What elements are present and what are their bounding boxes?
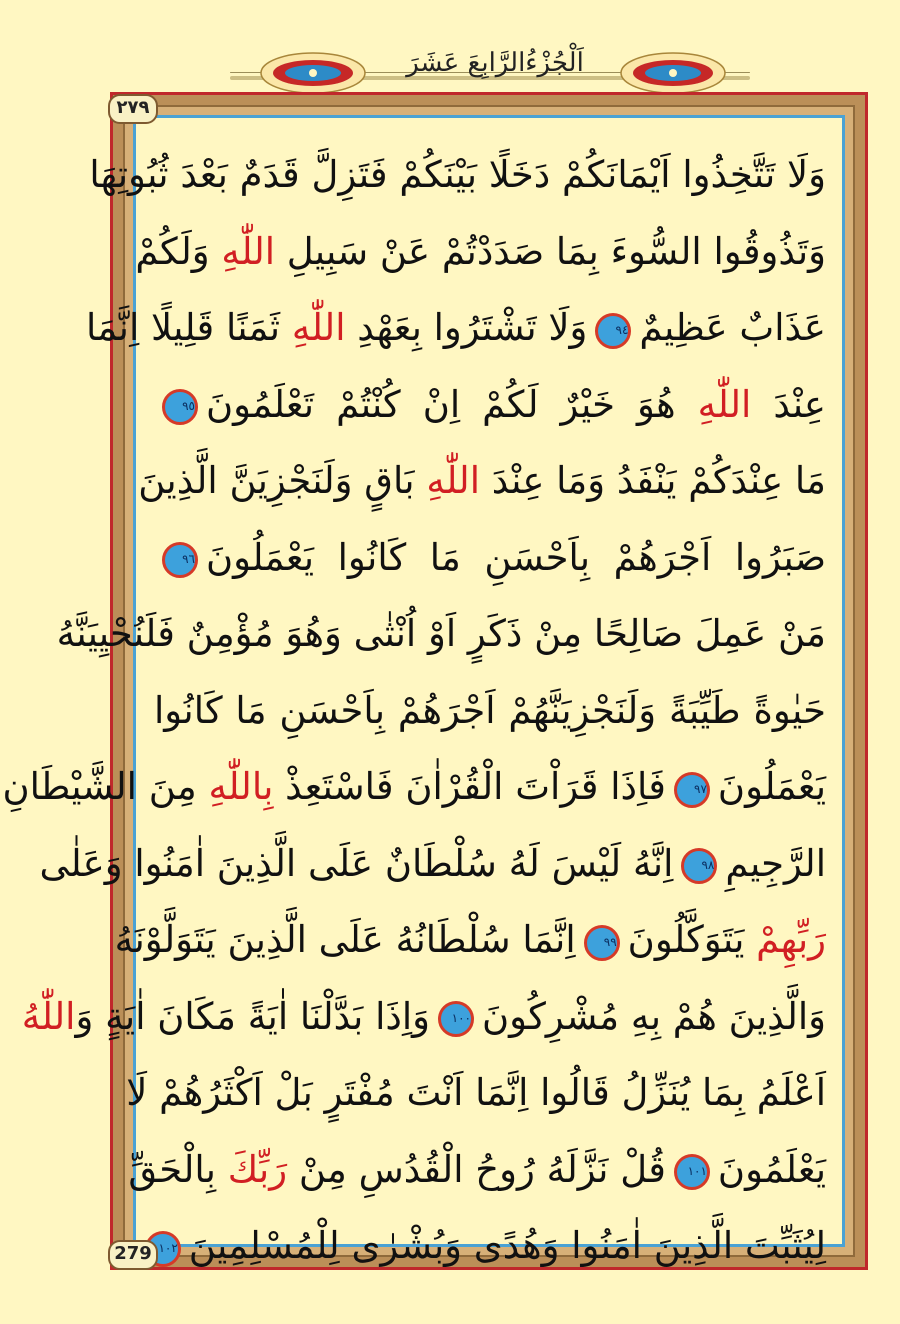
verse-text: هُوَ خَيْرٌ لَكُمْ اِنْ كُنْتُمْ تَعْلَمُونَ (206, 382, 698, 426)
page-number-bottom: 279 (108, 1240, 158, 1270)
verse-line (154, 370, 826, 440)
verse-text: يَعْمَلُونَ (717, 765, 826, 808)
verse-text: مَا عِنْدَكُمْ يَنْفَدُ وَمَا عِنْدَ (479, 459, 826, 502)
verse-text: وَلَا تَتَّخِذُوا اَيْمَانَكُمْ دَخَلًا بَيْنَكُمْ فَتَزِلَّ قَدَمٌ بَعْدَ ثُبُوتِهَا (89, 153, 826, 196)
verse-text: وَلَكُمْ (135, 229, 222, 273)
divine-name-text: بِاللّٰهِ (208, 765, 274, 808)
verse-text: حَيٰوةً طَيِّبَةً وَلَنَجْزِيَنَّهُمْ اَجْرَهُمْ بِاَحْسَنِ مَا كَانُوا (154, 688, 826, 732)
ayah-number-marker: ١٠١ (674, 1154, 710, 1190)
divine-name-text: اللّٰهِ (221, 229, 276, 273)
page-frame (2, 92, 868, 1270)
ayah-number-marker: ٩٧ (674, 772, 710, 808)
verse-line (21, 982, 826, 1052)
verse-text: اِنَّهُ لَيْسَ لَهُ سُلْطَانٌ عَلَى الَّذِينَ اٰمَنُوا وَعَلٰى (39, 841, 674, 885)
page-number-top: ٢٧٩ (108, 94, 158, 124)
verse-line (86, 293, 826, 363)
verse-text: صَبَرُوا اَجْرَهُمْ بِاَحْسَنِ مَا كَانُوا يَعْمَلُونَ (206, 535, 826, 579)
verse-line (114, 905, 826, 975)
divine-name-text: اللّٰهُ (21, 994, 76, 1038)
ayah-number-marker: ١٠٢ (145, 1231, 181, 1267)
verse-text: ثَمَنًا قَلِيلًا اِنَّمَا (86, 306, 292, 349)
verse-line (135, 217, 826, 287)
ayah-number-marker: ٩٤ (595, 313, 631, 349)
ornament-left-icon (258, 50, 368, 96)
verse-text: فَاِذَا قَرَاْتَ الْقُرْاٰنَ فَاسْتَعِذْ (273, 765, 666, 808)
verse-text: لِيُثَبِّتَ الَّذِينَ اٰمَنُوا وَهُدًى وَبُشْرٰى لِلْمُسْلِمِينَ (188, 1224, 826, 1267)
ayah-number-marker: ٩٦ (162, 542, 198, 578)
divine-name-text: اللّٰهِ (291, 306, 346, 349)
verse-text: يَتَوَكَّلُونَ (627, 918, 757, 961)
verse-line (126, 1058, 826, 1128)
verse-line (154, 1211, 826, 1281)
ornament-right-icon (618, 50, 728, 96)
divine-name-text: اللّٰهِ (426, 459, 480, 502)
verse-text: وَلَا تَشْتَرُوا بِعَهْدِ (345, 306, 588, 349)
verse-line (56, 599, 826, 669)
verse-line (154, 676, 826, 746)
divine-name-text: رَبِّكَ (227, 1147, 288, 1191)
verse-line (128, 1135, 826, 1205)
verse-text: يَعْلَمُونَ (717, 1147, 826, 1191)
verse-text: اِنَّمَا سُلْطَانُهُ عَلَى الَّذِينَ يَتَوَلَّوْنَهُ (114, 918, 576, 961)
verse-line (2, 752, 826, 822)
verse-text: اَعْلَمُ بِمَا يُنَزِّلُ قَالُوا اِنَّمَا اَنْتَ مُفْتَرٍ بَلْ اَكْثَرُهُمْ لَا (126, 1071, 826, 1114)
verse-text: مِنَ الشَّيْطَانِ (2, 765, 209, 808)
verse-line (138, 446, 826, 516)
verse-text: وَتَذُوقُوا السُّوءَ بِمَا صَدَدْتُمْ عَنْ سَبِيلِ (275, 229, 826, 273)
juz-title: اَلْجُزْءُالرَّابِعَ عَشَرَ (406, 48, 584, 78)
ayah-number-marker: ٩٩ (584, 925, 620, 961)
verse-text: وَاِذَا بَدَّلْنَا اٰيَةً مَكَانَ اٰيَةٍ وَ (75, 994, 430, 1038)
verse-text: وَالَّذِينَ هُمْ بِهِ مُشْرِكُونَ (481, 994, 826, 1038)
verse-text: بِالْحَقِّ (128, 1147, 228, 1191)
verse-line (39, 829, 826, 899)
verse-text: الرَّجِيمِ (725, 841, 826, 885)
verse-text: عَذَابٌ عَظِيمٌ (639, 306, 826, 349)
verse-text: بَاقٍ وَلَنَجْزِيَنَّ الَّذِينَ (138, 459, 427, 502)
ayah-number-marker: ١٠٠ (438, 1001, 474, 1037)
verse-line (154, 523, 826, 593)
divine-name-text: رَبِّهِمْ (756, 918, 826, 961)
verse-text: قُلْ نَزَّلَهُ رُوحُ الْقُدُسِ مِنْ (287, 1147, 666, 1191)
verse-text: عِنْدَ (751, 382, 826, 426)
divine-name-text: اللّٰهِ (697, 382, 752, 426)
ayah-number-marker: ٩٥ (162, 389, 198, 425)
ayah-number-marker: ٩٨ (681, 848, 717, 884)
verse-text: مَنْ عَمِلَ صَالِحًا مِنْ ذَكَرٍ اَوْ اُنْثٰى وَهُوَ مُؤْمِنٌ فَلَنُحْيِيَنَّهُ (56, 612, 826, 655)
verse-line (89, 140, 826, 210)
